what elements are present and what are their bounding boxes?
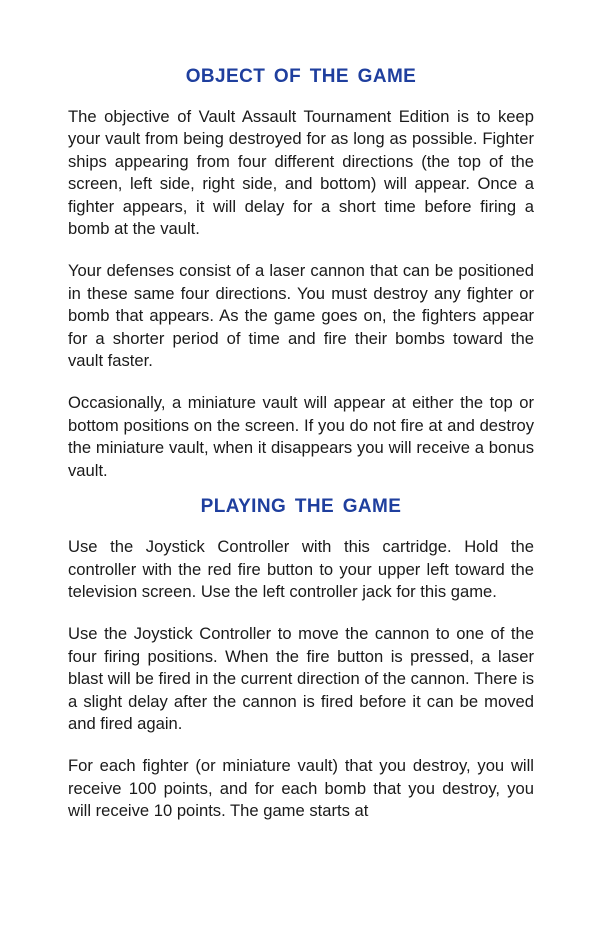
paragraph-defenses: Your defenses consist of a laser cannon that can be positioned in these same four directions. You must destroy any fighter or bomb that appears. As the game goes on, the fighters appear for a shorter period of time and fire their bombs toward the vault faster. bbox=[68, 261, 534, 371]
paragraph-cannon-movement: Use the Joystick Controller to move the cannon to one of the four firing positions. When the fire button is pressed, a laser blast will be fired in the current direction of the cannon. There is a slight delay after the cannon is fired before it can be moved and fired again. bbox=[68, 624, 534, 733]
paragraph-objective: The objective of Vault Assault Tournament Edition is to keep your vault from being destroyed for as long as possible. Fighter ships appearing from four different directions (the top of the screen, left side, right side, and bottom) will appear. Once a fighter appears, it will delay for a short time before firing a bomb at the vault. bbox=[68, 107, 534, 239]
paragraph-joystick-setup: Use the Joystick Controller with this cartridge. Hold the controller with the red fire button to your upper left toward the television screen. Use the left controller jack for this game. bbox=[68, 537, 534, 601]
manual-page bbox=[68, 0, 534, 823]
section-heading-object-of-the-game: OBJECT OF THE GAME bbox=[185, 66, 417, 87]
section-heading-playing-the-game: PLAYING THE GAME bbox=[200, 496, 402, 518]
paragraph-miniature-vault: Occasionally, a miniature vault will appear at either the top or bottom positions on the screen. If you do not fire at and destroy the miniature vault, when it disappears you will receive a bonus vault. bbox=[68, 393, 534, 480]
paragraph-scoring: For each fighter (or miniature vault) that you destroy, you will receive 100 points, and for each bomb that you destroy, you will receive 10 points. The game starts at bbox=[68, 756, 534, 821]
